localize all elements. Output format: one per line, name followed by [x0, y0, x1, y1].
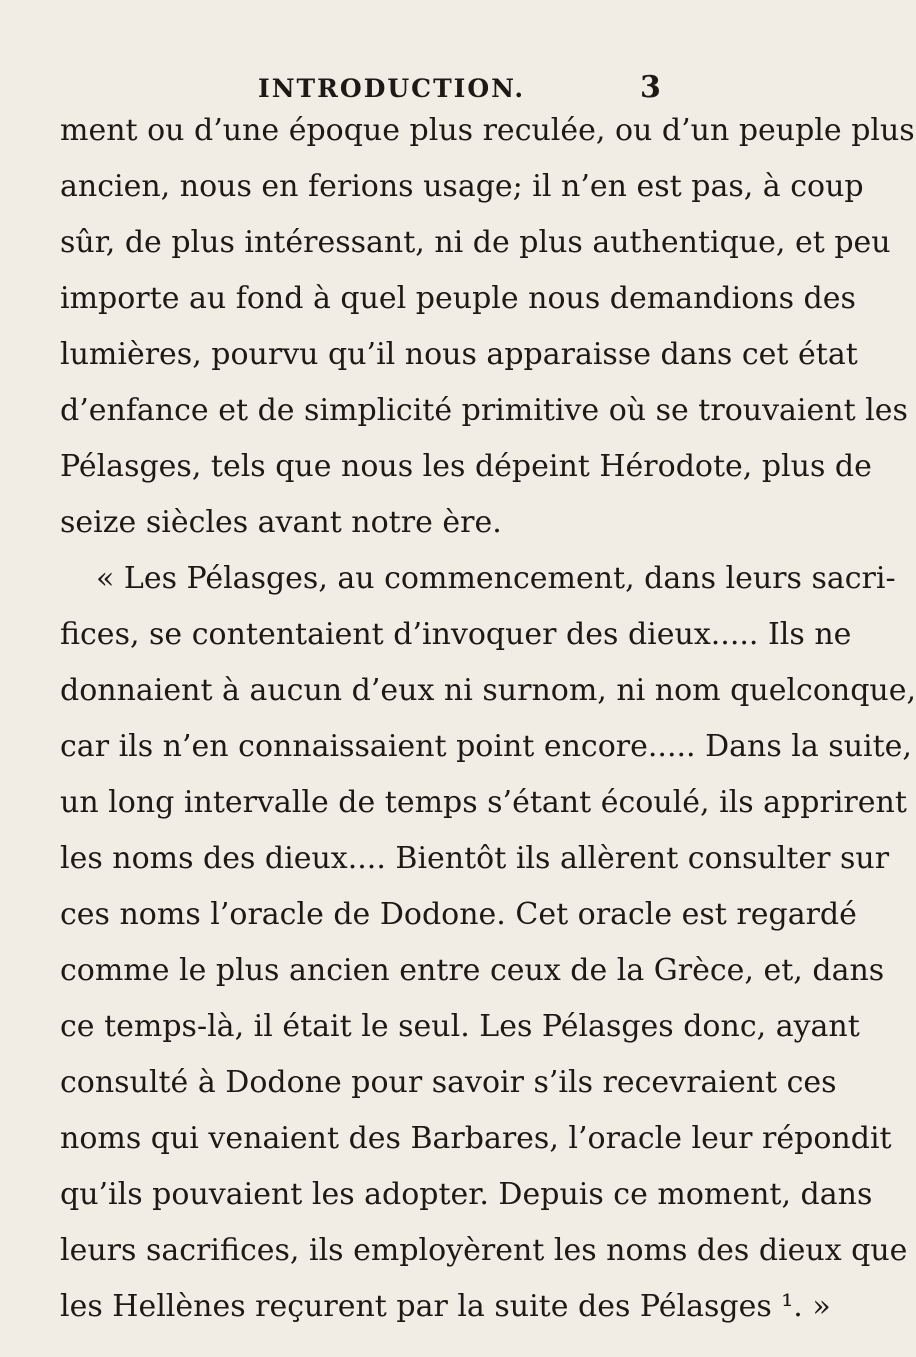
text-line: consulté à Dodone pour savoir s’ils recevraient ces: [60, 1065, 837, 1100]
text-line: lumières, pourvu qu’il nous apparaisse dans cet état: [60, 337, 858, 372]
text-line: qu’ils pouvaient les adopter. Depuis ce moment, dans: [60, 1177, 873, 1212]
text-line: importe au fond à quel peuple nous demandions des: [60, 281, 856, 316]
text-line: seize siècles avant notre ère.: [60, 505, 502, 540]
text-line: ancien, nous en ferions usage; il n’en est pas, à coup: [60, 169, 864, 204]
quote-start-line: « Les Pélasges, au commencement, dans leurs sacri-: [96, 561, 896, 596]
text-line: car ils n’en connaissaient point encore..... Dans la suite,: [60, 729, 912, 764]
text-line: Pélasges, tels que nous les dépeint Hérodote, plus de: [60, 449, 872, 484]
text-line: ment ou d’une époque plus reculée, ou d’un peuple plus: [60, 113, 915, 148]
page-header: [0, 70, 800, 114]
text-line: donnaient à aucun d’eux ni surnom, ni nom quelconque,: [60, 673, 916, 708]
text-line: comme le plus ancien entre ceux de la Grèce, et, dans: [60, 953, 885, 988]
text-line: ce temps-là, il était le seul. Les Pélasges donc, ayant: [60, 1009, 860, 1044]
text-line: les noms des dieux.... Bientôt ils allèrent consulter sur: [60, 841, 890, 876]
text-line: fices, se contentaient d’invoquer des dieux..... Ils ne: [60, 617, 852, 652]
text-line: noms qui venaient des Barbares, l’oracle leur répondit: [60, 1121, 892, 1156]
page-number: 3: [640, 70, 661, 105]
text-line: d’enfance et de simplicité primitive où se trouvaient les: [60, 393, 908, 428]
text-line: leurs sacrifices, ils employèrent les noms des dieux que: [60, 1233, 908, 1268]
text-line: un long intervalle de temps s’étant écoulé, ils apprirent: [60, 785, 907, 820]
text-line: sûr, de plus intéressant, ni de plus authentique, et peu: [60, 225, 891, 260]
text-line: les Hellènes reçurent par la suite des Pélasges ¹. »: [60, 1289, 831, 1324]
text-line: ces noms l’oracle de Dodone. Cet oracle est regardé: [60, 897, 857, 932]
running-title: INTRODUCTION.: [258, 74, 526, 103]
